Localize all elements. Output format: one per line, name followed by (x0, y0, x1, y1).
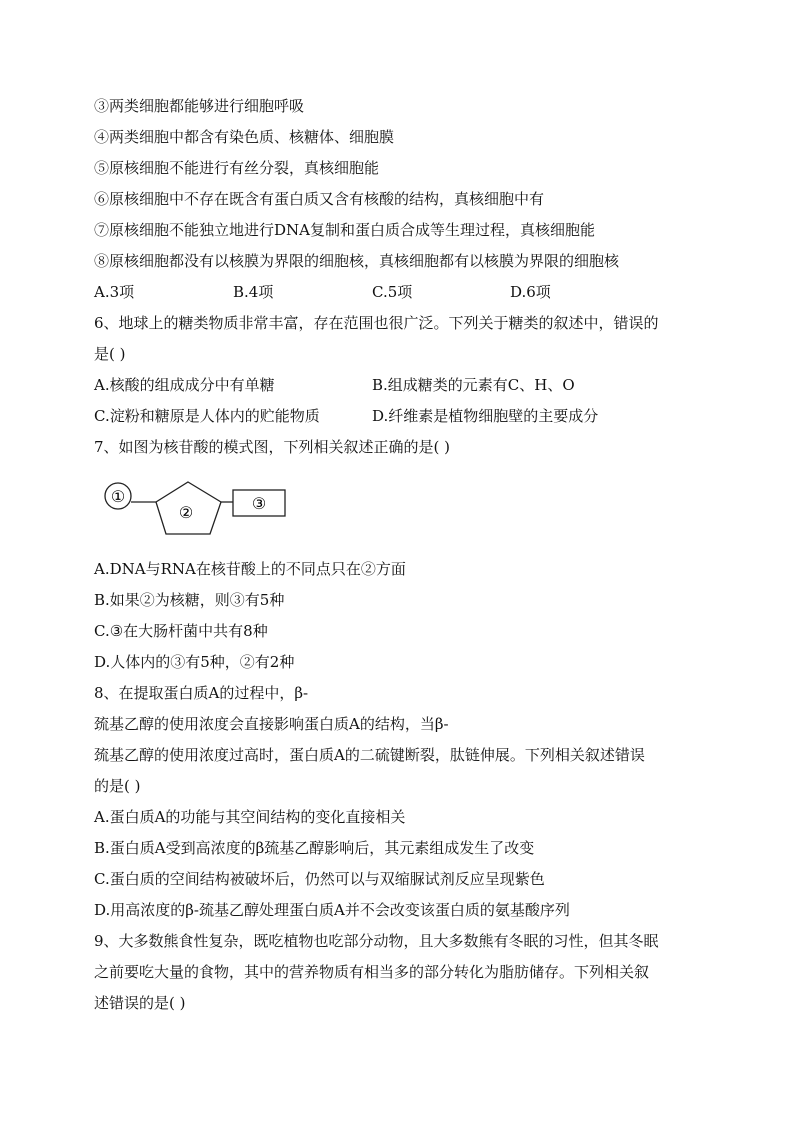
q6-option-b: B.组成糖类的元素有C、H、O (372, 376, 575, 394)
q6-option-c: C.淀粉和糖原是人体内的贮能物质 (94, 407, 320, 425)
base-label: ③ (251, 494, 267, 513)
q5-option-d: D.6项 (510, 283, 551, 301)
q8-stem-line-2: 巯基乙醇的使用浓度会直接影响蛋白质A的结构，当β- (94, 715, 449, 733)
q6-stem-line-1: 6、地球上的糖类物质非常丰富，存在范围也很广泛。下列关于糖类的叙述中，错误的 (94, 314, 659, 332)
q7-stem: 7、如图为核苷酸的模式图，下列相关叙述正确的是( ) (94, 438, 451, 456)
q8-option-c: C.蛋白质的空间结构被破坏后，仍然可以与双缩脲试剂反应呈现紫色 (94, 870, 545, 888)
q7-option-d: D.人体内的③有5种，②有2种 (94, 653, 295, 671)
q7-option-b: B.如果②为核糖，则③有5种 (94, 591, 285, 609)
q7-option-a: A.DNA与RNA在核苷酸上的不同点只在②方面 (94, 560, 406, 578)
q9-stem-line-3: 述错误的是( ) (94, 994, 186, 1012)
nucleotide-diagram (100, 478, 300, 548)
q6-option-d: D.纤维素是植物细胞壁的主要成分 (372, 407, 599, 425)
q8-stem-line-4: 的是( ) (94, 777, 141, 795)
q6-option-a: A.核酸的组成成分中有单糖 (94, 376, 275, 394)
q8-option-d: D.用高浓度的β-巯基乙醇处理蛋白质A并不会改变该蛋白质的氨基酸序列 (94, 901, 570, 919)
q5-option-a: A.3项 (94, 283, 135, 301)
q9-stem-line-1: 9、大多数熊食性复杂，既吃植物也吃部分动物，且大多数熊有冬眠的习性，但其冬眠 (94, 932, 659, 950)
q5-item-4: ④两类细胞中都含有染色质、核糖体、细胞膜 (94, 128, 395, 146)
q8-option-a: A.蛋白质A的功能与其空间结构的变化直接相关 (94, 808, 406, 826)
q8-stem-line-3: 巯基乙醇的使用浓度过高时，蛋白质A的二硫键断裂，肽链伸展。下列相关叙述错误 (94, 746, 645, 764)
q5-option-b: B.4项 (233, 283, 274, 301)
pentose-label: ② (178, 503, 194, 522)
q6-stem-line-2: 是( ) (94, 345, 126, 363)
q5-item-8: ⑧原核细胞都没有以核膜为界限的细胞核，真核细胞都有以核膜为界限的细胞核 (94, 252, 620, 270)
q5-item-6: ⑥原核细胞中不存在既含有蛋白质又含有核酸的结构，真核细胞中有 (94, 190, 545, 208)
q5-item-3: ③两类细胞都能够进行细胞呼吸 (94, 97, 305, 115)
q8-option-b: B.蛋白质A受到高浓度的β巯基乙醇影响后，其元素组成发生了改变 (94, 839, 535, 857)
q9-stem-line-2: 之前要吃大量的食物，其中的营养物质有相当多的部分转化为脂肪储存。下列相关叙 (94, 963, 650, 981)
phosphate-label: ① (110, 487, 126, 506)
q7-option-c: C.③在大肠杆菌中共有8种 (94, 622, 268, 640)
q5-option-c: C.5项 (372, 283, 413, 301)
q8-stem-line-1: 8、在提取蛋白质A的过程中，β- (94, 684, 309, 702)
q5-item-5: ⑤原核细胞不能进行有丝分裂，真核细胞能 (94, 159, 380, 177)
q5-item-7: ⑦原核细胞不能独立地进行DNA复制和蛋白质合成等生理过程，真核细胞能 (94, 221, 595, 239)
